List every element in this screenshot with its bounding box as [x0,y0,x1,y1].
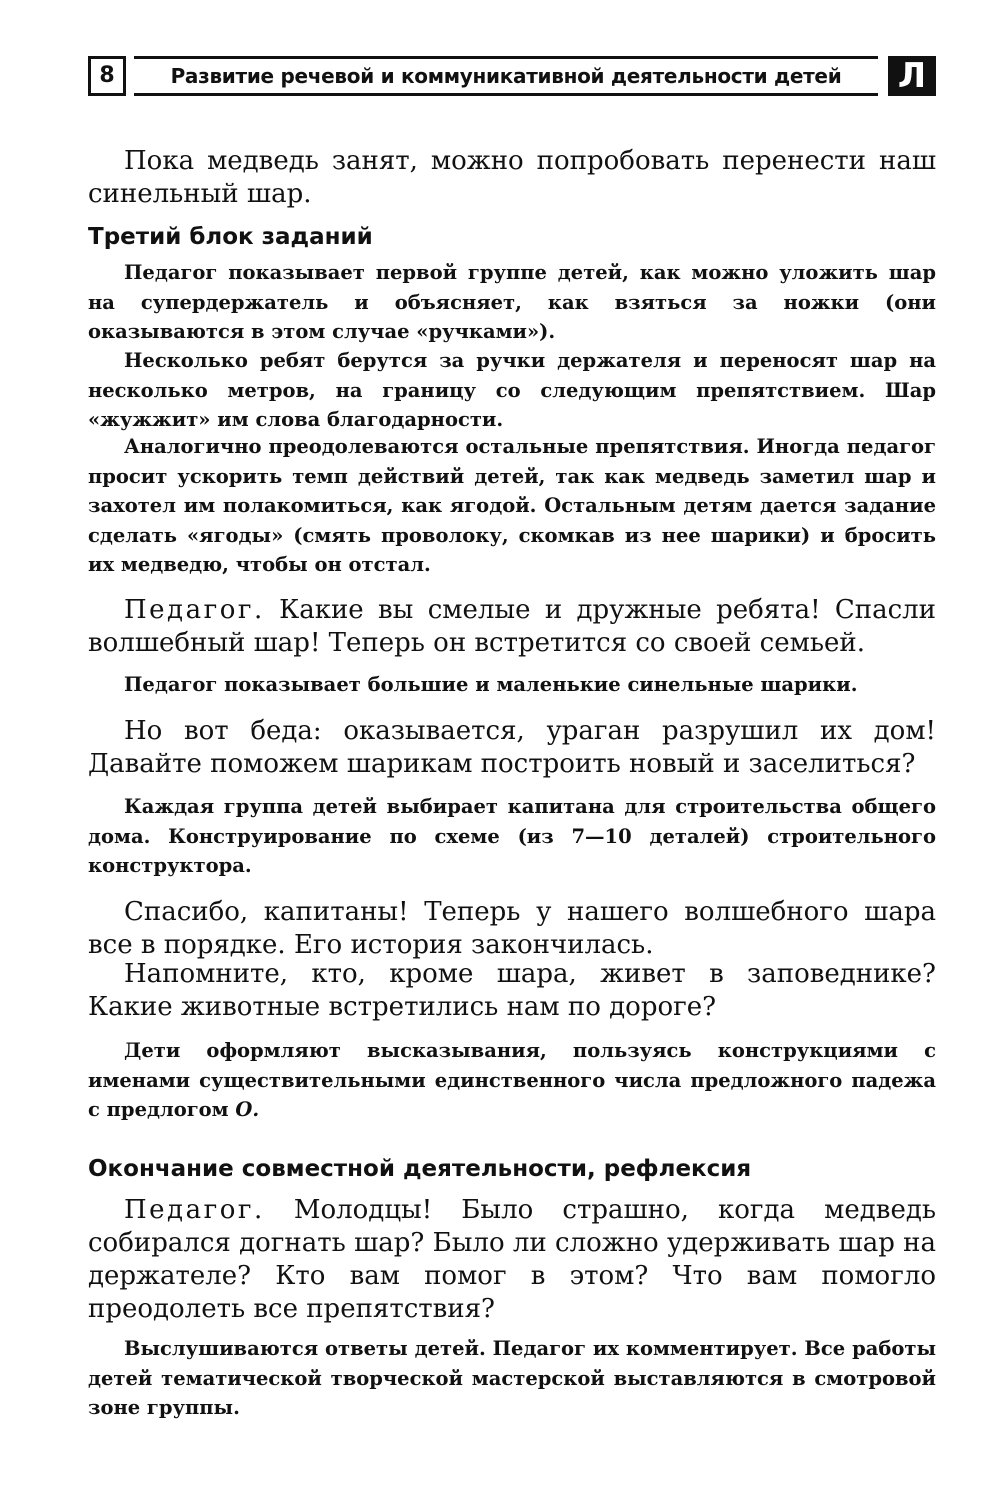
running-header [88,56,936,100]
running-title: Развитие речевой и коммуникативной деятельности детей [134,56,878,96]
paragraph: Выслушиваются ответы детей. Педагог их комментирует. Все работы детей тематической творческой мастерской выставляются в смотровой зоне группы. [88,1337,936,1419]
paragraph: Педагог показывает первой группе детей, как можно уложить шар на супердержатель и объясняет, как взяться за ножки (они оказываются в этом случае «ручками»). [88,261,936,343]
paragraph: Аналогично преодолеваются остальные препятствия. Иногда педагог просит ускорить темп действий детей, так как медведь заметил шар и захотел им полакомиться, как ягодой. Остальным детям дается задание сделать «ягоды» (смять проволоку, скомкав из нее шарики) и бросить их медведю, чтобы он отстал. [88,435,936,576]
paragraph: Педагог. Какие вы смелые и дружные ребята! Спасли волшебный шар! Теперь он встретится со своей семьей. [88,595,937,658]
paragraph: Педагог. Молодцы! Было страшно, когда медведь собирался догнать шар? Было ли сложно удерживать шар на держателе? Кто вам помог в этом? Что вам помогло преодолеть все препятствия? [88,1195,936,1324]
speaker-label: Педагог. [124,595,265,625]
paragraph: Напомните, кто, кроме шара, живет в заповеднике? Какие животные встретились нам по дороге? [88,959,936,1022]
paragraph: Каждая группа детей выбирает капитана для строительства общего дома. Конструирование по схеме (из 7—10 деталей) строительного конструктора. [88,795,936,877]
paragraph: Но вот беда: оказывается, ураган разрушил их дом! Давайте поможем шарикам построить новый и заселиться? [88,716,936,779]
section-heading: Окончание совместной деятельности, рефлексия [88,1156,752,1182]
paragraph: Дети оформляют высказывания, пользуясь конструкциями с именами существительными единственного числа предложного падежа с предлогом О. [88,1039,936,1121]
section-heading: Третий блок заданий [88,224,373,250]
paragraph: Несколько ребят берутся за ручки держателя и переносят шар на несколько метров, на границу со следующим препятствием. Шар «жужжит» им слова благодарности. [88,349,936,431]
paragraph: Спасибо, капитаны! Теперь у нашего волшебного шара все в порядке. Его история закончилась. [88,897,936,960]
page-number: 8 [88,56,126,96]
speaker-label: Педагог. [124,1195,265,1225]
paragraph: Педагог показывает большие и маленькие синельные шарики. [124,673,858,696]
paragraph: Пока медведь занят, можно попробовать перенести наш синельный шар. [88,146,936,209]
section-mark: Л [888,56,936,96]
